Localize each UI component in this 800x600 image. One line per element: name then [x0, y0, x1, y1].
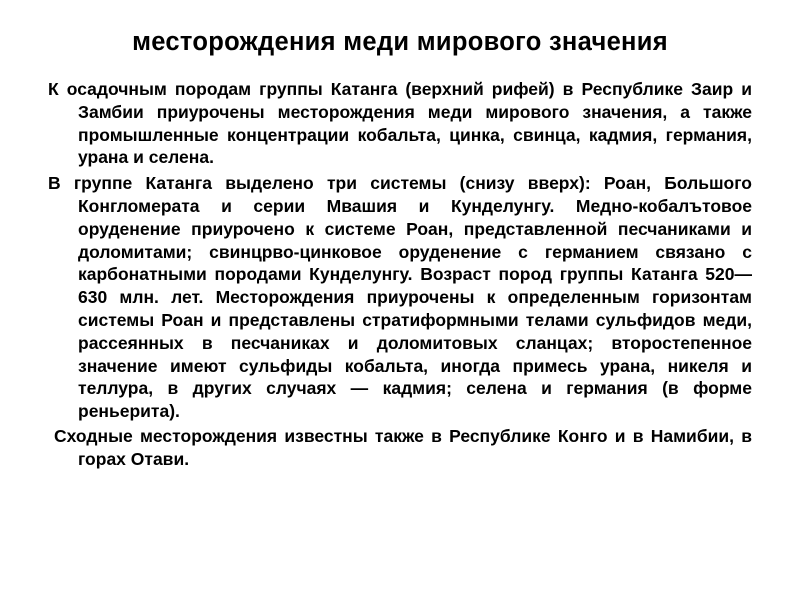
paragraph-katanga-deposits: К осадочным породам группы Катанга (верхний рифей) в Республике Заир и Замбии приурочены месторождения меди мирового значения, а также промышленные концентрации кобальта, цинка, свинца, кадмия, германия, урана и селена.	[48, 79, 752, 168]
slide-body	[48, 78, 752, 471]
paragraph-similar-deposits: Сходные месторождения известны также в Республике Конго и в Намибии, в горах Отави.	[54, 425, 752, 469]
paragraph-katanga-systems: В группе Катанга выделено три системы (снизу вверх): Роан, Большого Конгломерата и серии Мвашия и Кунделунгу. Медно-кобалътовое оруденение приурочено к системе Роан, представленной песчаниками и доломитами; свинцрво-цинковое оруденение с германием связано с карбонатными породами Кунделунгу. Возраст пород группы Катанга 520—630 млн. лет. Месторождения приурочены к определенным горизонтам системы Роан и представлены стратиформными телами сульфидов меди, рассеянных в песчаниках и доломитовых сланцах; второстепенное значение имеют сульфиды кобальта, иногда примесь урана, никеля и теллура, в других случаях — кадмия; селена и германия (в форме реньерита).	[48, 173, 752, 422]
slide-title: месторождения меди мирового значения	[132, 28, 668, 56]
